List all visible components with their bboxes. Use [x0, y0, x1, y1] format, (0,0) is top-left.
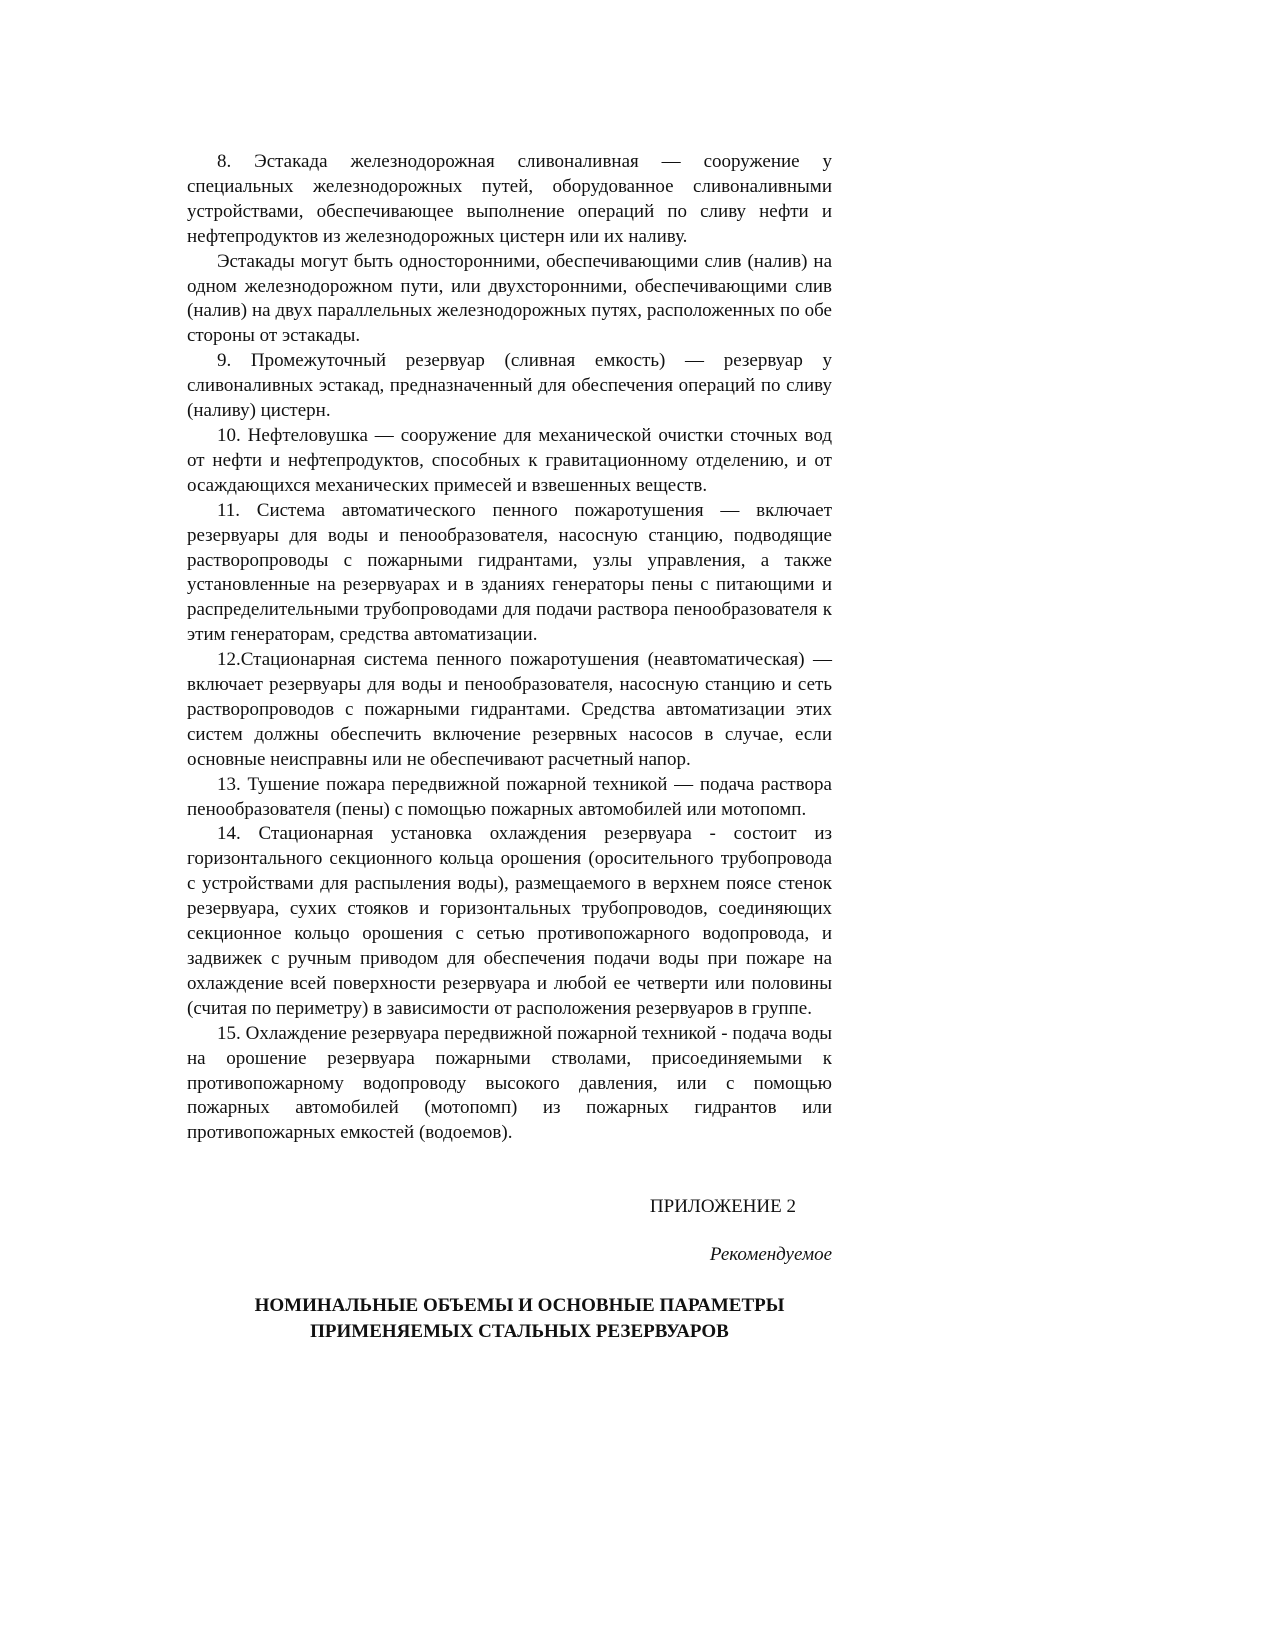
appendix-status: Рекомендуемое: [709, 1244, 832, 1266]
appendix-title: [187, 1293, 832, 1345]
appendix-label: ПРИЛОЖЕНИЕ 2: [649, 1196, 796, 1218]
definition-15-paragraph: 15. Охлаждение резервуара передвижной пожарной техникой - подача воды на орошение резервуара пожарными стволами, присоединяемыми к противопожарному водопроводу высокого давления, или с помощью пожарных автомобилей (мотопомп) из пожарных гидрантов или противопожарных емкостей (водоемов).: [187, 1022, 832, 1144]
overpass-types-paragraph: Эстакады могут быть односторонними, обеспечивающими слив (налив) на одном железнодорожном пути, или двухсторонними, обеспечивающими слив (налив) на двух параллельных железнодорожных путях, расположенных по обе стороны от эстакады.: [187, 250, 832, 347]
definition-8-paragraph: 8. Эстакада железнодорожная сливоналивная — сооружение у специальных железнодорожных путей, оборудованное сливоналивными устройствами, обеспечивающее выполнение операций по сливу нефти и нефтепродуктов из железнодорожных цистерн или их наливу.: [187, 151, 832, 247]
definition-9-paragraph: 9. Промежуточный резервуар (сливная емкость) — резервуар у сливоналивных эстакад, предназначенный для обеспечения операций по сливу (наливу) цистерн.: [187, 350, 832, 422]
definition-11-paragraph: 11. Система автоматического пенного пожаротушения — включает резервуары для воды и пенообразователя, насосную станцию, подводящие растворопроводы с пожарными гидрантами, узлы управления, а также установленные на резервуарах и в зданиях генераторы пены с питающими и распределительными трубопроводами для подачи раствора пенообразователя к этим генераторам, средства автоматизации.: [187, 499, 832, 646]
appendix-title-line-1: НОМИНАЛЬНЫЕ ОБЪЕМЫ И ОСНОВНЫЕ ПАРАМЕТРЫ: [254, 1295, 785, 1317]
definition-13-paragraph: 13. Тушение пожара передвижной пожарной техникой — подача раствора пенообразователя (пены) с помощью пожарных автомобилей или мотопомп.: [187, 773, 832, 820]
appendix-title-line-2: ПРИМЕНЯЕМЫХ СТАЛЬНЫХ РЕЗЕРВУАРОВ: [310, 1321, 729, 1343]
definition-14-paragraph: 14. Стационарная установка охлаждения резервуара - состоит из горизонтального секционного кольца орошения (оросительного трубопровода с устройствами для распыления воды), размещаемого в верхнем поясе стенок резервуара, сухих стояков и горизонтальных трубопроводов, соединяющих секционное кольцо орошения с сетью противопожарного водопровода, и задвижек с ручным приводом для обеспечения подачи воды при пожаре на охлаждение всей поверхности резервуара и любой ее четверти или половины (считая по периметру) в зависимости от расположения резервуаров в группе.: [187, 823, 832, 1019]
definition-10-paragraph: 10. Нефтеловушка — сооружение для механической очистки сточных вод от нефти и нефтепродуктов, способных к гравитационному отделению, и от осаждающихся механических примесей и взвешенных веществ.: [187, 424, 832, 496]
definition-12-paragraph: 12.Стационарная система пенного пожаротушения (неавтоматическая) — включает резервуары для воды и пенообразователя, насосную станцию и сеть растворопроводов с пожарными гидрантами. Средства автоматизации этих систем должны обеспечить включение резервных насосов в случае, если основные неисправны или не обеспечивают расчетный напор.: [187, 649, 832, 770]
document-page: [187, 150, 832, 1345]
